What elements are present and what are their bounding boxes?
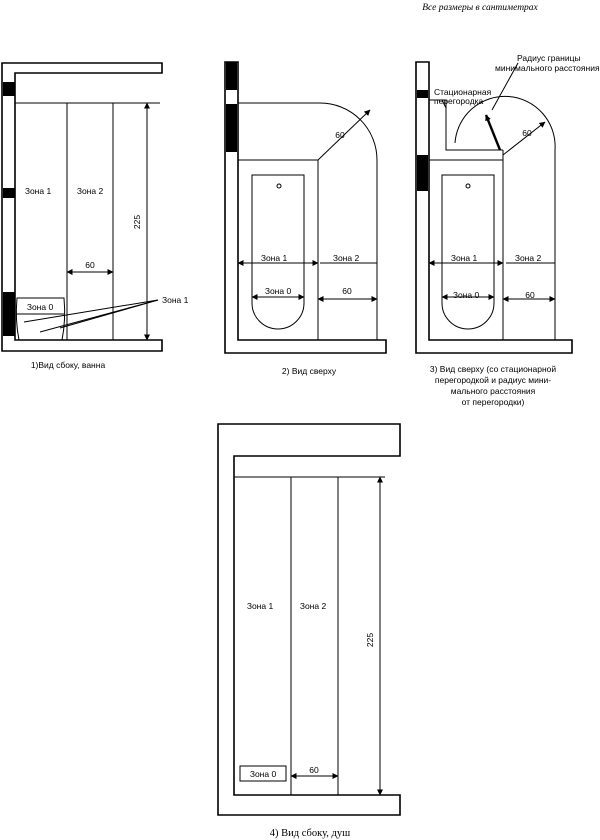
fig3-dim-60: 60 (525, 290, 535, 300)
fig1-zone1-label: Зона 1 (24, 186, 52, 196)
fig3-basin (442, 175, 494, 329)
fig1-zone1-callout: Зона 1 (162, 295, 189, 305)
fig3-fixture-mid (417, 155, 428, 191)
fig3-partition-label-1: Стационарная (434, 87, 492, 97)
fig3-zone0-label: Зона 0 (452, 290, 480, 300)
fig4-caption: 4) Вид сбоку, душ (269, 828, 351, 839)
fig4-zone2-label: Зона 2 (299, 601, 327, 611)
figure-4-shower-side (218, 424, 400, 839)
figure-2-top-view (225, 62, 386, 376)
fig2-bath-outline (238, 160, 318, 340)
fig4-zone0-label: Зона 0 (249, 769, 277, 779)
fig2-caption: 2) Вид сверху (281, 366, 337, 376)
fig2-zone2-label: Зона 2 (332, 253, 360, 263)
fig2-dim-60-radius: 60 (335, 130, 345, 140)
fig1-fixture-bottom (3, 292, 15, 336)
fig3-fixture-top (417, 90, 428, 98)
fig3-partition (429, 100, 503, 150)
header-note: Все размеры в сантиметрах (422, 3, 538, 13)
fig1-fixture-top (3, 82, 15, 96)
fig3-radius-start-arrow (486, 115, 500, 150)
fig2-wall (225, 62, 386, 353)
fig3-caption-line-2: перегородкой и радиус мини- (434, 375, 552, 385)
figure-3-top-view-partition (416, 53, 600, 407)
fig2-fixture-mid (226, 104, 237, 152)
fig4-dim-60: 60 (309, 765, 319, 775)
fig1-dim-60: 60 (85, 260, 95, 270)
fig3-radius-pointer (503, 122, 545, 155)
fig2-radius-arc (238, 103, 377, 340)
fig3-dim-60-radius: 60 (522, 128, 532, 138)
fig1-zone0-label: Зона 0 (26, 302, 54, 312)
fig1-fixture-mid (3, 188, 15, 198)
fig2-basin (252, 175, 304, 329)
fig3-caption-line-3: мального расстояния (450, 386, 536, 396)
fig3-caption-line-1: 3) Вид сверху (со стационарной (429, 364, 557, 374)
fig4-dim-225: 225 (365, 632, 375, 648)
fig1-dim-225: 225 (132, 214, 142, 230)
fig1-caption: 1)Вид сбоку, ванна (30, 360, 106, 370)
fig3-zone1-label: Зона 1 (450, 253, 478, 263)
fig2-drain (277, 184, 281, 188)
fig1-zone2-label: Зона 2 (76, 186, 104, 196)
fig2-zone1-label: Зона 1 (260, 253, 288, 263)
fig3-radius-arc (452, 96, 555, 340)
fig3-zone2-label: Зона 2 (514, 253, 542, 263)
figure-1-bath-side (2, 63, 189, 370)
fig4-zone1-label: Зона 1 (246, 601, 274, 611)
fig2-dim-60: 60 (342, 286, 352, 296)
fig4-wall (218, 424, 400, 815)
fig3-radius-label-2: минимального расстояния (495, 63, 600, 73)
fig2-zone0-label: Зона 0 (264, 286, 292, 296)
fig3-drain (466, 184, 470, 188)
fig3-partition-label-2: перегородка (434, 96, 484, 106)
fig2-fixture-top (226, 62, 237, 90)
fig3-radius-label-1: Радиус границы (517, 53, 581, 63)
fig3-caption-line-4: от перегородки) (461, 397, 525, 407)
